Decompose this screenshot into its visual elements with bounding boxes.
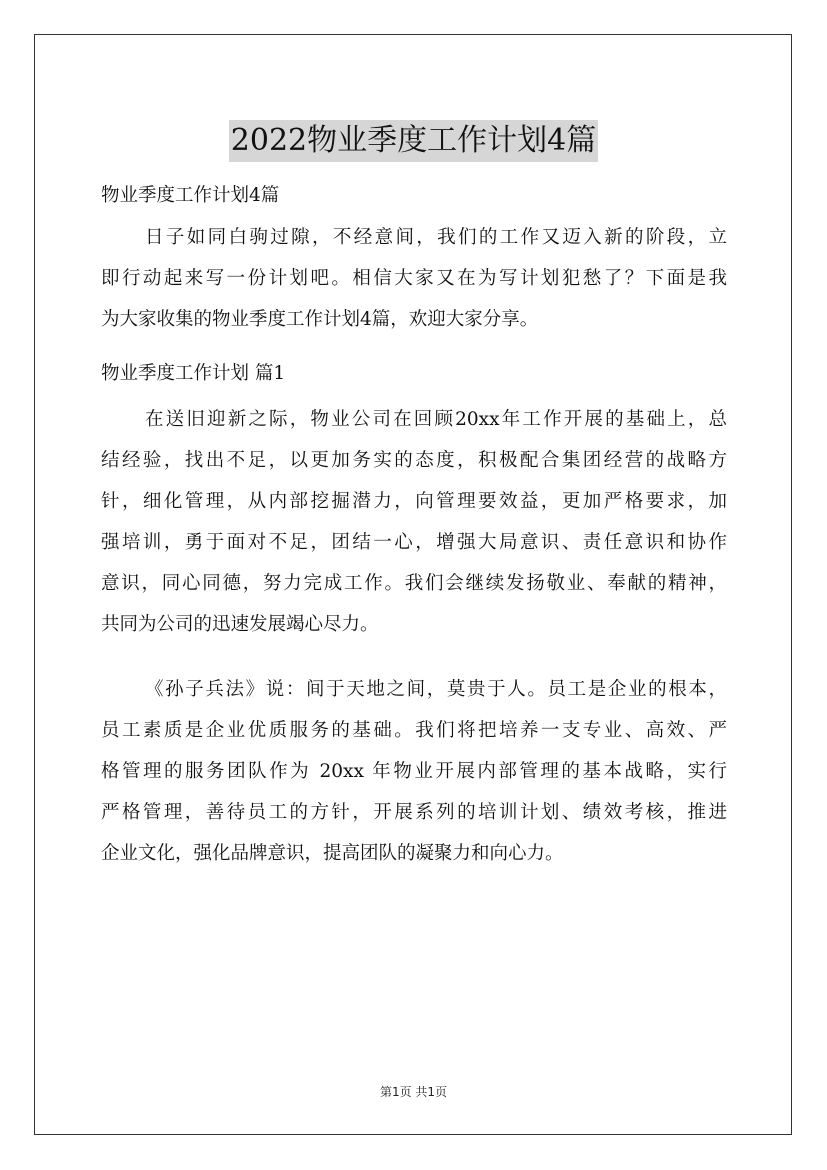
paragraph-line: 为大家收集的物业季度工作计划4篇，欢迎大家分享。 [101, 309, 539, 330]
paragraph-line: 《孙子兵法》说：间于天地之间，莫贵于人。员工是企业的根本， [145, 679, 727, 700]
document-subtitle: 物业季度工作计划4篇 [101, 185, 280, 206]
page-footer: 第1页 共1页 [379, 1085, 448, 1099]
paragraph-2 [101, 669, 727, 874]
paragraph-line: 格管理的服务团队作为 20xx 年物业开展内部管理的基本战略，实行 [101, 761, 727, 782]
paragraph-line: 即行动起来写一份计划吧。相信大家又在为写计划犯愁了？下面是我 [101, 268, 727, 289]
paragraph-1 [101, 399, 727, 645]
paragraph-line: 意识，同心同德，努力完成工作。我们会继续发扬敬业、奉献的精神， [101, 573, 727, 594]
document-title: 2022物业季度工作计划4篇 [229, 120, 598, 162]
paragraph-line: 强培训，勇于面对不足，团结一心，增强大局意识、责任意识和协作 [101, 532, 727, 553]
paragraph-line: 针，细化管理，从内部挖掘潜力，向管理要效益，更加严格要求，加 [101, 491, 727, 512]
paragraph-line: 员工素质是企业优质服务的基础。我们将把培养一支专业、高效、严 [101, 720, 727, 741]
document-body [101, 174, 727, 898]
paragraph-line: 结经验，找出不足，以更加务实的态度，积极配合集团经营的战略方 [101, 450, 727, 471]
section-heading: 物业季度工作计划 篇1 [101, 363, 286, 384]
paragraph-line: 企业文化，强化品牌意识，提高团队的凝聚力和向心力。 [101, 843, 564, 864]
paragraph-line: 在送旧迎新之际，物业公司在回顾20xx年工作开展的基础上，总 [145, 409, 727, 430]
title-container [0, 100, 827, 182]
intro-paragraph [101, 217, 727, 340]
paragraph-line: 日子如同白驹过隙，不经意间，我们的工作又迈入新的阶段，立 [145, 227, 727, 248]
paragraph-line: 共同为公司的迅速发展竭心尽力。 [101, 614, 379, 635]
paragraph-line: 严格管理，善待员工的方针，开展系列的培训计划、绩效考核，推进 [101, 802, 727, 823]
